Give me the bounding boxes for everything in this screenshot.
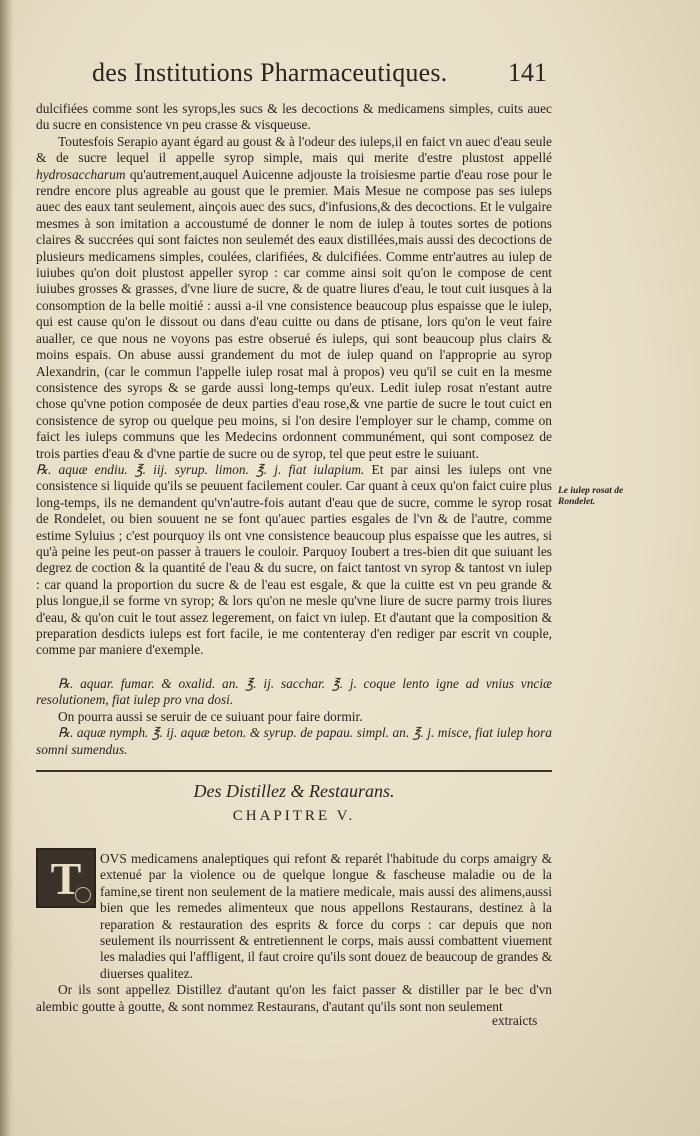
recipe-block (36, 676, 552, 758)
paragraph-3 (36, 462, 552, 659)
page-number: 141 (508, 58, 547, 87)
recipe-2: ℞. aquæ nymph. ℥. ij. aquæ beton. & syrup. de papau. simpl. an. ℥. j. misce, fiat iulep hora somni sumendus. (36, 725, 552, 757)
section-rule (36, 770, 552, 772)
recipe-inline: ℞. aquæ endiu. ℥. iij. syrup. limon. ℥. j. fiat iulapium. (36, 461, 365, 477)
binding-gutter (0, 0, 14, 1136)
paragraph-2-rest: qu'autrement,auquel Auicenne adjouste la troisiesme partie d'eau rose pour le rendre encore plus agreable au goust que le premier. Mais Mesue ne compose pas ses iuleps auec des eaux tant seulement, ainçois auec des sucs, d'infusions,& des decoctions. Et le vulgaire mesmes à son imitation a accoustumé de donner le nom de iulep à toutes sortes de potions claires & succrées qui sont faictes non seulemét des eaux distillées,mais aussi des decoctions de plusieurs medicamens simples, coulées, clarifiées, & dulcifiées. Comme entr'autres au iulep de iuiubes qu'on doit plustost appeller syrop : car comme ainsi soit qu'on le compose de cent iuiubes grosses & grasses, d'vne liure de sucre, & de quatre liures d'eau, le tout cuit iusques à la consomption de la belle moitié : aussi a-il vne consistence beaucoup plus espaisse que le iulep, qui est cause qu'on le dissout ou dans d'eau cuitte ou dans de ptisane, lors qu'on le veut faire aualler, ce que nous ne voyons pas estre obserué és iuleps, qui sont beaucoup plus clairs & moins espais. On abuse aussi grandement du mot de iulep quand on l'approprie au syrop Alexandrin, (car le commun l'appelle iulep rosat mal à propos) veu qu'il se cuit en la mesme consistence des syrops & se garde aussi long-temps qu'eux. Ledit iulep rosat n'estant autre chose qu'vne potion composée de deux parties d'eau rose,& vne partie de sucre le tout cuict en consistence de syrop ou quelque peu moins, si l'on desire l'employer sur le champ, comme on faict les iuleps communs que les Medecins ordonnent communément, qui sont composez de trois parties d'eau & d'vne partie de sucre ou de syrop, tel que peut estre le suiuant. (36, 166, 552, 461)
initial-letter: T (50, 853, 82, 904)
paragraph-2 (36, 134, 552, 462)
paragraph-3-rest: Et par ainsi les iuleps ont vne consistence si liquide qu'ils se peuuent facilement couler. Car quant à ceux qu'on faict cuire plus long-temps, ils ne demandent qu'vn'autre-fois autant d'eau que de sucre, comme le syrop rosat de Rondelet, ou bien souuent ne se font qu'auec parties esgales de l'vn & de l'autre, comme estime Syluius ; c'est pourquoy ils ont vne consistence beaucoup plus espaisse que les autres, si qu'à peine les peut-on passer à trauers le couloir. Parquoy Ioubert a tres-bien dit que suiuant les degrez de coction & la quantité de l'eau & du sucre, on faict tantost vn syrop & tantost vn iulep : car quand la proportion du sucre & de l'eau est esgale, & que la cuitte est vn peu grande & plus longue,il se forme vn syrop; & lors qu'on ne mesle qu'vne liure de sucre parmy trois liures d'eau, & qu'on cuit le tout assez legerement, on faict vn iulep. Et d'autant que la composition & preparation desdicts iuleps est fort facile, ie me contenteray d'en rediger par escrit vn couple, comme par maniere d'exemple. (36, 461, 552, 658)
chapter-heading: CHAPITRE V. (232, 808, 356, 824)
paragraph-2-start: Toutesfois Serapio ayant égard au goust & à l'odeur des iuleps,il en faict vn auec d'eau seule & de sucre lequel il appelle syrop simple, mais qui merite d'estre plustost appellé (36, 133, 552, 166)
running-title: des Institutions Pharmaceutiques. (92, 58, 448, 87)
margin-note: Le iulep rosat de Rondelet. (558, 486, 624, 507)
chapter-paragraph-1: OVS medicamens analeptiques qui refont & reparét l'habitude du corps amaigry & extenué par la violence ou de quelque longue & fascheuse maladie ou de la famine,se tirent non seulement de la matiere medicale, mais aussi des alimens,aussi bien que les remedes alimenteux que nous appellons Restaurans, destinez à la reparation & restauration des esprits & force du corps : car depuis que non seulement ils nourrissent & entretiennent le corps, mais aussi combattent viuement les maladies qui l'affligent, il faut croire qu'ils sont douez de beaucoup de grandes & diuerses qualitez. (100, 851, 552, 981)
chapter-paragraph-2: Or ils sont appellez Distillez d'autant qu'on les faict passer & distiller par le bec d'vn alembic goutte à goutte, & sont nommez Restaurans, d'autant qu'ils sont non seulement (36, 982, 552, 1014)
paragraph-1: dulcifiées comme sont les syrops,les sucs & les decoctions & medicamens simples, cuits auec du sucre en consistence vn peu crasse & visqueuse. (36, 101, 552, 133)
paragraph-4: On pourra aussi se seruir de ce suiuant pour faire dormir. (58, 708, 363, 724)
section-title: Des Distillez & Restaurans. (193, 781, 395, 801)
hydrosaccharum-term: hydrosaccharum (36, 166, 126, 182)
main-text-block (36, 101, 552, 659)
chapter-text (36, 851, 552, 1015)
recipe-1: ℞. aquar. fumar. & oxalid. an. ℥. ij. sacchar. ℥. j. coque lento igne ad vnius vnciæ resolutionem, fiat iulep pro vna dosi. (36, 676, 552, 708)
catchword: extraicts (492, 1013, 538, 1028)
